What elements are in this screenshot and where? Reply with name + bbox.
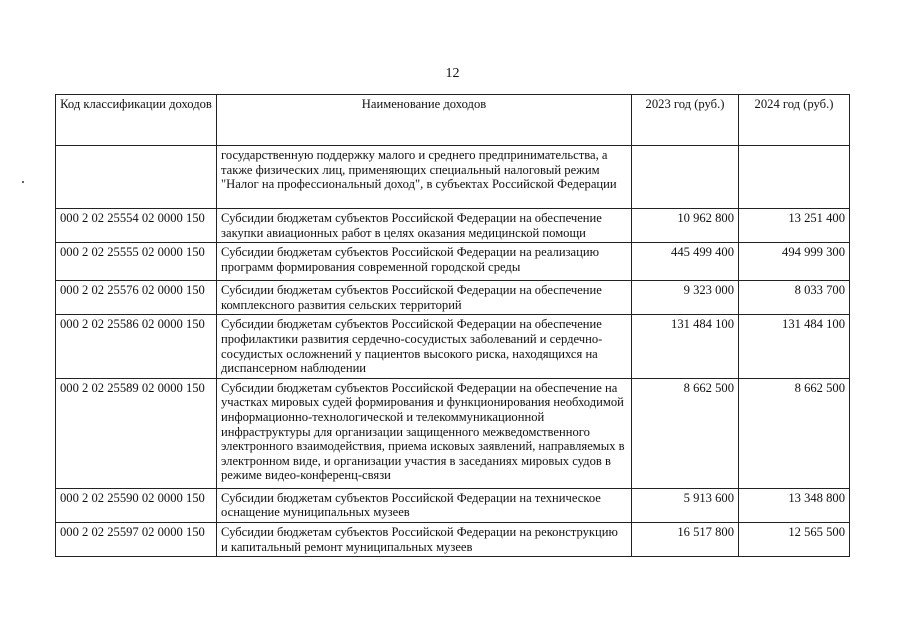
table-row <box>56 315 850 378</box>
cell-2024: 12 565 500 <box>739 522 850 556</box>
cell-2024: 494 999 300 <box>739 243 850 281</box>
table-row <box>56 243 850 281</box>
cell-2024 <box>739 146 850 209</box>
cell-code: 000 2 02 25554 02 0000 150 <box>56 209 217 243</box>
table-header-row <box>56 95 850 146</box>
cell-2023: 131 484 100 <box>632 315 739 378</box>
cell-2024: 8 033 700 <box>739 281 850 315</box>
cell-code: 000 2 02 25586 02 0000 150 <box>56 315 217 378</box>
table-row <box>56 488 850 522</box>
cell-code: 000 2 02 25589 02 0000 150 <box>56 378 217 488</box>
header-2024: 2024 год (руб.) <box>739 95 850 146</box>
cell-code: 000 2 02 25590 02 0000 150 <box>56 488 217 522</box>
cell-2023: 8 662 500 <box>632 378 739 488</box>
cell-name: Субсидии бюджетам субъектов Российской Федерации на реконструкцию и капитальный ремонт муниципальных музеев <box>217 522 632 556</box>
cell-name: Субсидии бюджетам субъектов Российской Федерации на обеспечение комплексного развития сельских территорий <box>217 281 632 315</box>
table-row <box>56 378 850 488</box>
cell-code: 000 2 02 25576 02 0000 150 <box>56 281 217 315</box>
page-number: 12 <box>445 66 460 81</box>
cell-2023 <box>632 146 739 209</box>
cell-name: Субсидии бюджетам субъектов Российской Федерации на обеспечение профилактики развития сердечно-сосудистых заболеваний и сердечно-сосудистых осложнений у пациентов высокого риска, находящихся на диспансерном наблюдении <box>217 315 632 378</box>
table-row <box>56 209 850 243</box>
cell-name: Субсидии бюджетам субъектов Российской Федерации на техническое оснащение муниципальных музеев <box>217 488 632 522</box>
table-row <box>56 522 850 556</box>
table-row <box>56 281 850 315</box>
cell-2023: 5 913 600 <box>632 488 739 522</box>
header-code: Код классификации доходов <box>56 95 217 146</box>
cell-code: 000 2 02 25597 02 0000 150 <box>56 522 217 556</box>
cell-code <box>56 146 217 209</box>
cell-2023: 10 962 800 <box>632 209 739 243</box>
cell-2024: 13 251 400 <box>739 209 850 243</box>
cell-2024: 13 348 800 <box>739 488 850 522</box>
table-row-continuation <box>56 146 850 209</box>
cell-2024: 8 662 500 <box>739 378 850 488</box>
cell-code: 000 2 02 25555 02 0000 150 <box>56 243 217 281</box>
cell-name: Субсидии бюджетам субъектов Российской Федерации на реализацию программ формирования современной городской среды <box>217 243 632 281</box>
cell-2023: 445 499 400 <box>632 243 739 281</box>
cell-name: государственную поддержку малого и среднего предпринимательства, а также физических лиц, применяющих специальный налоговый режим "Налог на профессиональный доход", в субъектах Российской Федерации <box>217 146 632 209</box>
cell-name: Субсидии бюджетам субъектов Российской Федерации на обеспечение закупки авиационных работ в целях оказания медицинской помощи <box>217 209 632 243</box>
cell-2024: 131 484 100 <box>739 315 850 378</box>
header-2023: 2023 год (руб.) <box>632 95 739 146</box>
cell-2023: 16 517 800 <box>632 522 739 556</box>
revenue-table <box>55 94 850 557</box>
scan-speck <box>22 181 24 183</box>
cell-name: Субсидии бюджетам субъектов Российской Федерации на обеспечение на участках мировых судей формирования и функционирования необходимой информационно-технологической и телекоммуникационной инфраструктуры для организации защищенного межведомственного электронного взаимодействия, приема исковых заявлений, направляемых в электронном виде, и организации участия в заседаниях мировых судов в режиме видео-конференц-связи <box>217 378 632 488</box>
cell-2023: 9 323 000 <box>632 281 739 315</box>
header-name: Наименование доходов <box>217 95 632 146</box>
